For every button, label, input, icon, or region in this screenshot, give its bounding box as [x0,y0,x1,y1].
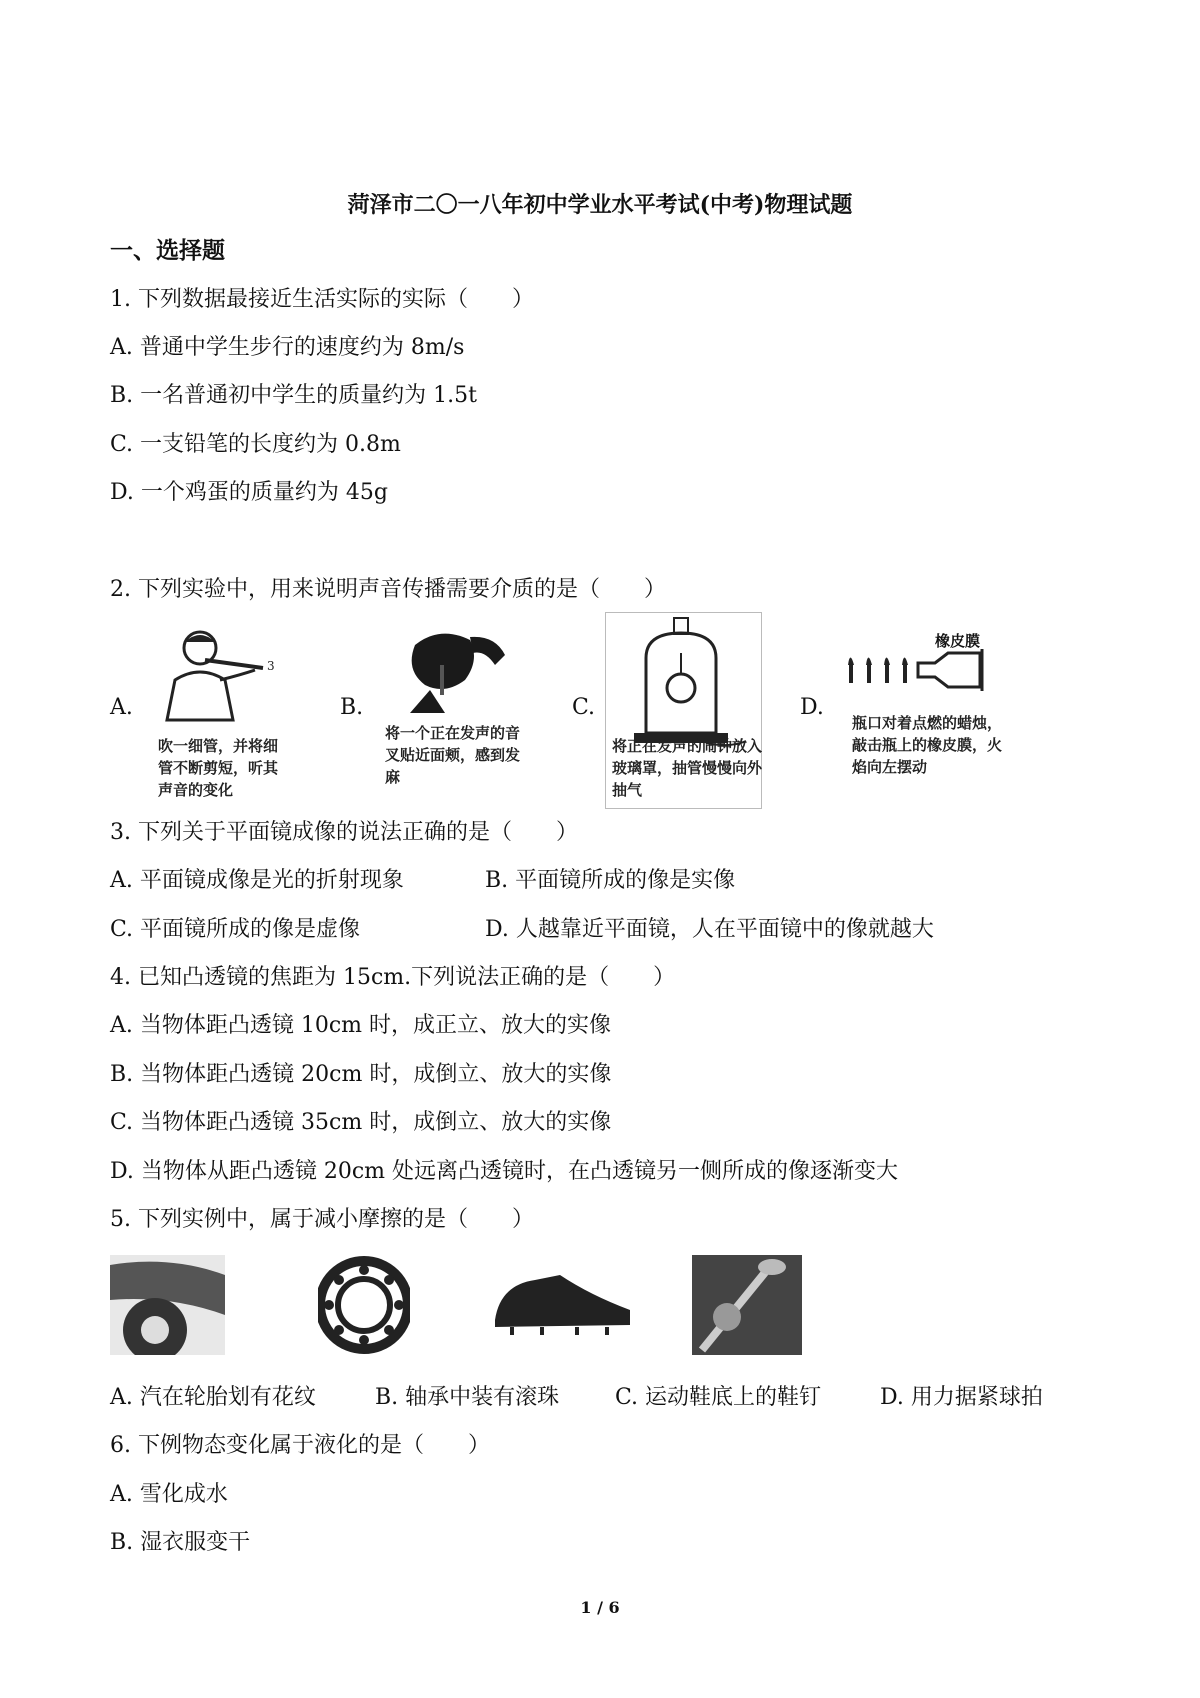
q1-option-c: C. 一支铅笔的长度约为 0.8m [110,432,401,457]
q5-option-d: D. 用力据紧球拍 [880,1385,1043,1410]
q1-option-b: B. 一名普通初中学生的质量约为 1.5t [110,383,477,408]
q3-option-c: C. 平面镜所成的像是虚像 [110,917,361,942]
q3-stem: 3. 下列关于平面镜成像的说法正确的是（ ） [110,820,578,845]
q1-option-d: D. 一个鸡蛋的质量约为 45g [110,480,388,505]
q2-caption-c: 将正在发声的闹钟放入玻璃罩，抽管慢慢向外抽气 [612,737,763,799]
q3-option-a: A. 平面镜成像是光的折射现象 [110,868,404,893]
q5-figure-racket [692,1255,802,1355]
q2-caption-b: 将一个正在发声的音叉贴近面颊，感到发麻 [385,724,521,786]
q6-option-a: A. 雪化成水 [110,1482,228,1507]
q3-option-b: B. 平面镜所成的像是实像 [485,868,736,893]
q5-stem: 5. 下列实例中，属于减小摩擦的是（ ） [110,1207,534,1232]
q5-figure-bearing [318,1255,410,1355]
q5-figure-shoe [490,1265,635,1345]
page-number: 1 / 6 [580,1598,620,1617]
q6-option-b: B. 湿衣服变干 [110,1530,251,1555]
spiked-shoe-illustration [490,1265,635,1345]
q2-d-membrane-label: 橡皮膜 [935,632,981,650]
q5-option-b: B. 轴承中装有滚珠 [375,1385,560,1410]
section-heading: 一、选择题 [110,237,225,264]
q6-stem: 6. 下例物态变化属于液化的是（ ） [110,1433,490,1458]
q5-figure-tire [110,1255,225,1355]
q2-figure-b [385,625,525,715]
q2-caption-a: 吹一细管，并将细管不断剪短，听其声音的变化 [158,737,279,799]
q1-option-a: A. 普通中学生步行的速度约为 8m/s [110,335,465,360]
racket-grip-illustration [692,1255,802,1355]
page-title: 菏泽市二〇一八年初中学业水平考试(中考)物理试题 [347,192,853,218]
q2-label-a: A. [110,695,133,720]
tuning-fork-face-illustration [385,625,525,715]
q2-label-b: B. [340,695,364,720]
q4-option-b: B. 当物体距凸透镜 20cm 时，成倒立、放大的实像 [110,1062,612,1087]
q1-stem: 1. 下列数据最接近生活实际的实际（ ） [110,287,534,312]
q4-option-a: A. 当物体距凸透镜 10cm 时，成正立、放大的实像 [110,1013,612,1038]
q2-caption-d: 瓶口对着点燃的蜡烛，敲击瓶上的橡皮膜，火焰向左摆动 [852,714,1003,776]
q4-stem: 4. 已知凸透镜的焦距为 15cm.下列说法正确的是（ ） [110,965,676,990]
q5-option-c: C. 运动鞋底上的鞋钉 [615,1385,822,1410]
q2-label-c: C. [572,695,596,720]
ball-bearing-illustration [318,1255,410,1355]
q2-stem: 2. 下列实验中，用来说明声音传播需要介质的是（ ） [110,577,666,602]
svg-text:3: 3 [267,659,275,673]
q4-option-c: C. 当物体距凸透镜 35cm 时，成倒立、放大的实像 [110,1110,612,1135]
q2-label-d: D. [800,695,824,720]
q4-option-d: D. 当物体从距凸透镜 20cm 处远离凸透镜时，在凸透镜另一侧所成的像逐渐变大 [110,1159,899,1184]
q5-option-a: A. 汽在轮胎划有花纹 [110,1385,316,1410]
tire-illustration [110,1255,225,1355]
q3-option-d: D. 人越靠近平面镜，人在平面镜中的像就越大 [485,917,934,942]
